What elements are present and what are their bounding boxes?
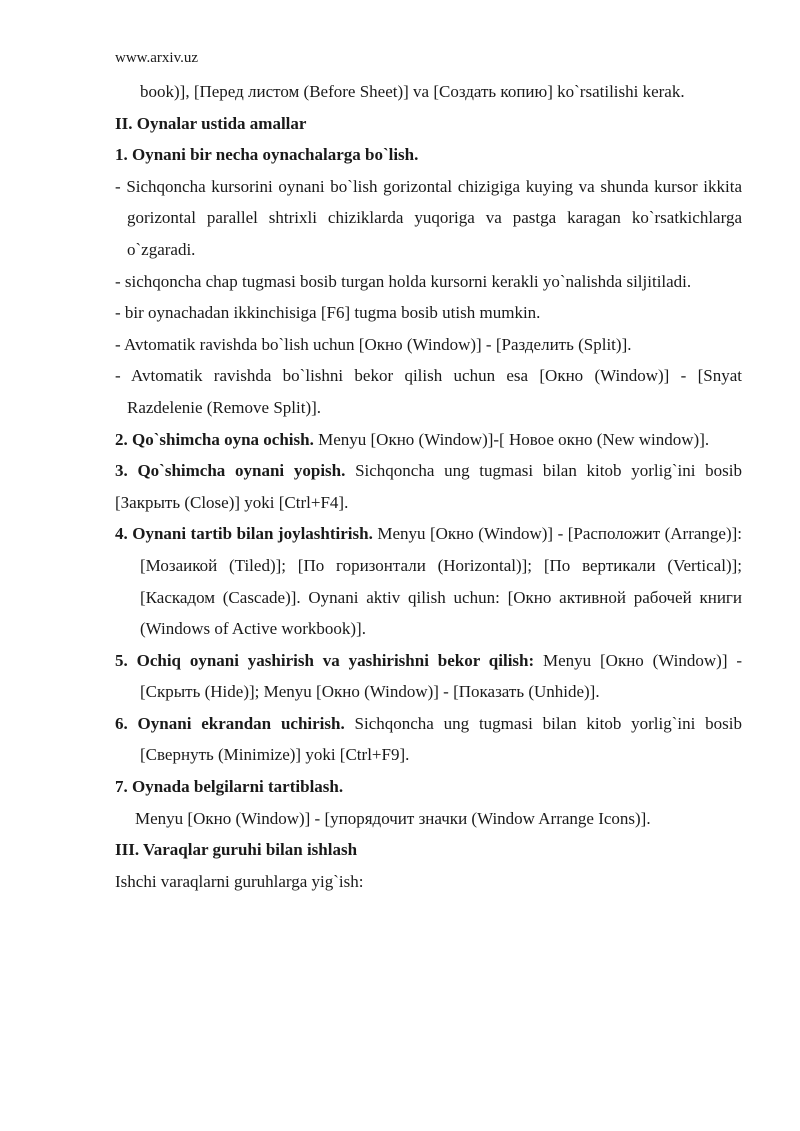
paragraph-continuation: book)], [Перед листом (Before Sheet)] va [Создать копию] ko`rsatilishi kerak. bbox=[140, 82, 685, 101]
item-5 bbox=[115, 645, 742, 708]
item-4-text: Menyu [Окно (Window)] - [Расположит (Arrange)]: [Мозаикой (Tiled)]; [По горизонтали (Horizontal)]; [По вертикали (Vertical)]; [Каскадом (Cascade)]. Oynani aktiv qilish uchun: [Окно активной рабочей книги (Windows of Active workbook)]. bbox=[140, 524, 743, 639]
item-5-text: Menyu [Окно (Window)] - [Скрыть (Hide)]; Menyu [Окно (Window)] - [Показать (Unhide)]. bbox=[140, 650, 743, 702]
item-6-text: Sichqoncha ung tugmasi bilan kitob yorlig`ini bosib [Свернуть (Minimize)] yoki [Ctrl+F9]. bbox=[140, 713, 743, 765]
section-heading-2: II. Oynalar ustida amallar bbox=[115, 113, 307, 133]
item-3-text: Sichqoncha ung tugmasi bilan kitob yorlig`ini bosib [Закрыть (Close)] yoki [Ctrl+F4]. bbox=[115, 461, 742, 512]
item-7-text: Menyu [Окно (Window)] - [упорядочит значки (Window Arrange Icons)]. bbox=[135, 808, 651, 828]
item-7-title: 7. Oynada belgilarni tartiblash. bbox=[115, 777, 344, 797]
site-header: www.arxiv.uz bbox=[115, 50, 199, 66]
item-1-bullet-3: - bir oynachadan ikkinchisiga [F6] tugma bosib utish mumkin. bbox=[115, 303, 541, 323]
item-4 bbox=[115, 518, 742, 644]
item-4-title: 4. Oynani tartib bilan joylashtirish. bbox=[115, 524, 373, 544]
item-6 bbox=[115, 708, 742, 771]
closing-line: Ishchi varaqlarni guruhlarga yig`ish: bbox=[115, 871, 364, 891]
item-2-title: 2. Qo`shimcha oyna ochish. bbox=[115, 429, 314, 449]
item-1-bullet-4: - Avtomatik ravishda bo`lish uchun [Окно (Window)] - [Разделить (Split)]. bbox=[115, 334, 632, 354]
section-heading-3: III. Varaqlar guruhi bilan ishlash bbox=[115, 840, 358, 860]
item-1-bullet-1: - Sichqoncha kursorini oynani bo`lish gorizontal chizigiga kuying va shunda kursor ikkita gorizontal parallel shtrixli chiziklarda yuqoriga va pastga karagan ko`rsatkichlarga o`zgaradi. bbox=[115, 176, 742, 259]
item-1-title: 1. Oynani bir necha oynachalarga bo`lish. bbox=[115, 145, 419, 165]
item-3 bbox=[115, 455, 742, 518]
item-6-title: 6. Oynani ekrandan uchirish. bbox=[115, 713, 345, 733]
item-1-bullet-5: - Avtomatik ravishda bo`lishni bekor qilish uchun esa [Окно (Window)] - [Snyat Razdelenie (Remove Split)]. bbox=[115, 366, 742, 417]
item-5-title: 5. Ochiq oynani yashirish va yashirishni bekor qilish: bbox=[115, 650, 535, 670]
item-3-title: 3. Qo`shimcha oynani yopish. bbox=[115, 461, 346, 481]
item-2 bbox=[115, 424, 742, 456]
item-2-text: Menyu [Окно (Window)]-[ Новое окно (New window)]. bbox=[313, 429, 710, 449]
document-body bbox=[115, 76, 742, 897]
item-1-bullet-2: - sichqoncha chap tugmasi bosib turgan holda kursorni kerakli yo`nalishda siljitiladi. bbox=[115, 271, 692, 291]
